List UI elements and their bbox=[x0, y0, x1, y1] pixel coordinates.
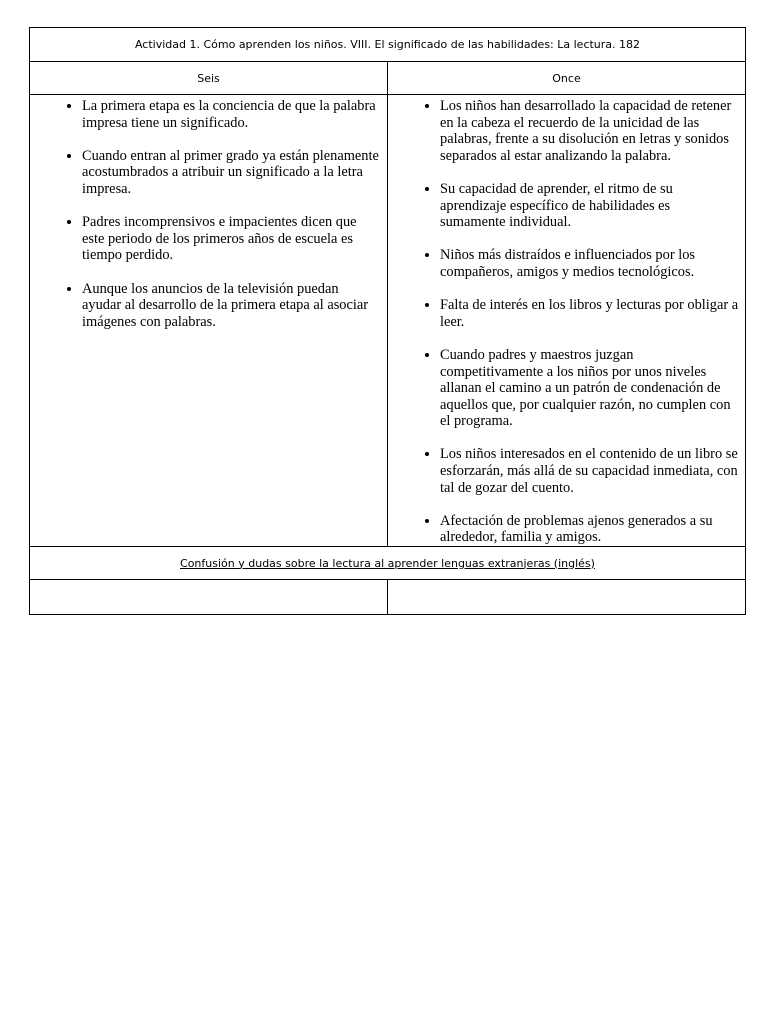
column-header-seis: Seis bbox=[30, 62, 388, 95]
empty-cell-right bbox=[388, 580, 746, 615]
section-subtitle: Confusión y dudas sobre la lectura al aprender lenguas extranjeras (inglés) bbox=[30, 547, 746, 580]
content-row bbox=[30, 95, 746, 547]
subtitle-row bbox=[30, 547, 746, 580]
list-item: • Falta de interés en los libros y lecturas por obligar a leer. bbox=[440, 297, 739, 330]
list-item: • Su capacidad de aprender, el ritmo de su aprendizaje específico de habilidades es sumamente individual. bbox=[440, 181, 739, 231]
list-item: • Afectación de problemas ajenos generados a su alrededor, familia y amigos. bbox=[440, 513, 739, 546]
once-cell bbox=[388, 95, 746, 547]
list-item: • Los niños han desarrollado la capacidad de retener en la cabeza el recuerdo de la unicidad de las palabras, frente a su disolución en letras y sonidos separados al estar analizando la palabra. bbox=[440, 98, 739, 164]
header-row bbox=[30, 62, 746, 95]
list-item: • Cuando entran al primer grado ya están plenamente acostumbrados a atribuir un significado a la letra impresa. bbox=[82, 148, 381, 198]
list-item: • Padres incomprensivos e impacientes dicen que este periodo de los primeros años de escuela es tiempo perdido. bbox=[82, 214, 381, 264]
column-header-once: Once bbox=[388, 62, 746, 95]
list-item: • Cuando padres y maestros juzgan competitivamente a los niños por unos niveles allanan el camino a un patrón de condenación de aquellos que, por cualquier razón, no cumplen con el programa. bbox=[440, 347, 739, 430]
once-list bbox=[388, 95, 745, 546]
seis-list bbox=[30, 95, 387, 330]
list-item: • La primera etapa es la conciencia de que la palabra impresa tiene un significado. bbox=[82, 98, 381, 131]
list-item: • Niños más distraídos e influenciados por los compañeros, amigos y medios tecnológicos. bbox=[440, 247, 739, 280]
title-row bbox=[30, 28, 746, 62]
empty-row bbox=[30, 580, 746, 615]
list-item: • Los niños interesados en el contenido de un libro se esforzarán, más allá de su capacidad inmediata, con tal de gozar del cuento. bbox=[440, 446, 739, 496]
empty-cell-left bbox=[30, 580, 388, 615]
seis-cell bbox=[30, 95, 388, 547]
table-title: Actividad 1. Cómo aprenden los niños. VIII. El significado de las habilidades: La lectura. 182 bbox=[30, 28, 746, 62]
activity-table bbox=[29, 27, 746, 615]
list-item: • Aunque los anuncios de la televisión puedan ayudar al desarrollo de la primera etapa al asociar imágenes con palabras. bbox=[82, 281, 381, 331]
